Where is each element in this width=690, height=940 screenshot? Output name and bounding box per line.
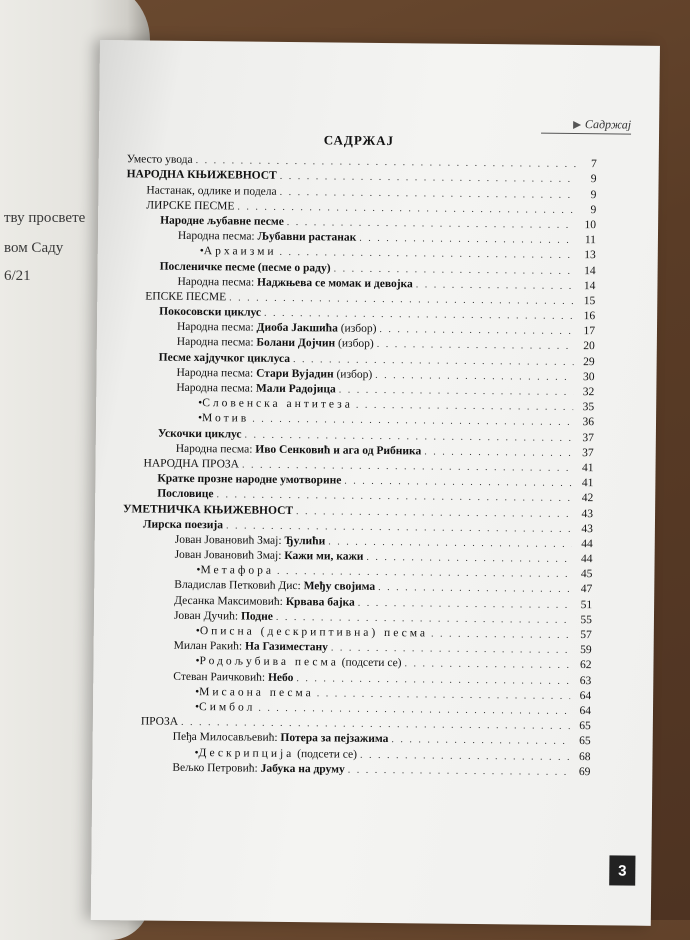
- bullet-icon: •: [197, 412, 203, 425]
- toc-entry-prefix: Народна песма:: [176, 321, 257, 334]
- toc-entry-title: [174, 610, 276, 623]
- toc-page-number: 20: [583, 340, 595, 353]
- toc-entry-suffix: (избор): [335, 337, 374, 351]
- toc-page-number: 15: [583, 294, 596, 308]
- toc-entry-text: Међу својима: [303, 580, 376, 594]
- toc-page-number: 14: [584, 264, 596, 277]
- toc-entry-text: ЕПСКЕ ПЕСМЕ: [145, 290, 227, 304]
- toc-page-number: 37: [582, 431, 594, 444]
- toc-entry-text: Мали Радојица: [255, 382, 336, 396]
- toc-entry-title: [159, 306, 264, 319]
- toc-page-number: 64: [579, 704, 592, 718]
- toc-page-number: 42: [581, 492, 594, 505]
- toc-page-number: 35: [582, 401, 595, 414]
- toc-entry-prefix: Владислав Петковић Дис:: [174, 579, 304, 593]
- toc-page-number: 16: [583, 310, 596, 323]
- toc-entry-suffix: (избор): [333, 368, 373, 381]
- toc-entry-text: Архаизми: [203, 245, 277, 259]
- toc-entry-text: Пословице: [157, 487, 214, 501]
- bullet-icon: •: [196, 564, 201, 577]
- toc-entry-text: Љубавни растанак: [257, 230, 357, 244]
- toc-page-number: 68: [578, 750, 591, 763]
- left-page-text-1: тву просвете: [4, 210, 86, 226]
- toc-entry-text: Потера за пејзажима: [280, 732, 389, 746]
- toc-page-number: 47: [580, 583, 593, 596]
- toc-entry-title: [127, 153, 196, 166]
- book-page: [91, 40, 660, 926]
- toc-entry-title: [198, 412, 252, 425]
- toc-entry-suffix: (избор): [337, 322, 377, 336]
- toc-entry-text: Описна (дескриптивна) песма: [199, 625, 429, 640]
- toc-entry-text: Метафора: [200, 564, 275, 578]
- toc-page-number: 41: [581, 462, 594, 475]
- page-number: 3: [609, 855, 635, 885]
- toc-entry-title: [145, 290, 229, 303]
- section-header: [573, 117, 631, 133]
- toc-entry-text: Народне љубавне песме: [160, 214, 284, 228]
- toc-page-number: 59: [580, 644, 592, 657]
- toc-entry-suffix: (подсети се): [338, 656, 402, 670]
- toc-entry-text: Крвава бајка: [285, 595, 355, 609]
- page-title: САДРЖАЈ: [323, 132, 395, 149]
- toc-entry-text: Иво Сенковић и ага од Рибника: [255, 443, 422, 458]
- toc-entry-text: Мисаона песма: [199, 685, 314, 700]
- toc-page-number: 13: [584, 249, 596, 262]
- toc-entry-prefix: Јован Дучић:: [173, 609, 242, 623]
- toc-entry-text: НАРОДНА ПРОЗА: [143, 457, 240, 471]
- toc-entry-text: Уместо увода: [126, 153, 193, 167]
- toc-entry-text: Подне: [240, 610, 273, 623]
- toc-page-number: 29: [583, 355, 595, 368]
- toc-page-number: 43: [581, 522, 593, 535]
- toc-page-number: 37: [582, 446, 594, 459]
- toc-entry-prefix: Народна песма:: [177, 275, 258, 289]
- toc-entry-prefix: Народна песма:: [176, 381, 257, 395]
- table-of-contents: [120, 150, 596, 778]
- toc-entry-text: УМЕТНИЧКА КЊИЖЕВНОСТ: [123, 502, 294, 517]
- toc-page-number: 14: [583, 279, 596, 292]
- toc-entry-text: Дескрипција: [198, 746, 295, 760]
- toc-page-number: 64: [579, 689, 592, 702]
- toc-entry-suffix: (подсети се): [294, 747, 358, 761]
- toc-entry-prefix: Народна песма:: [176, 336, 257, 350]
- toc-entry-text: Ђулићи: [284, 534, 326, 548]
- toc-page-number: 10: [584, 219, 597, 232]
- toc-entry-text: Посленичке песме (песме о раду): [159, 260, 331, 274]
- toc-entry-text: Диоба Јакшића: [256, 321, 338, 335]
- toc-entry-text: Настанак, одлике и подела: [146, 184, 277, 198]
- toc-page-number: 65: [579, 735, 591, 748]
- toc-entry-prefix: Пеђа Милосављевић:: [172, 731, 281, 745]
- toc-entry-prefix: Милан Ракић:: [173, 639, 246, 653]
- toc-entry-text: Болани Дојчин: [256, 337, 336, 350]
- toc-page-number: 63: [579, 674, 592, 687]
- toc-page-number: 65: [579, 720, 591, 733]
- toc-page-number: 30: [582, 370, 595, 384]
- toc-page-number: 43: [581, 507, 594, 520]
- toc-entry-text: Кратке прозне народне умотворине: [157, 472, 342, 487]
- toc-entry-text: Родољубива песма: [199, 655, 339, 669]
- toc-entry-prefix: Народна песма:: [175, 442, 256, 456]
- toc-entry-title: [144, 457, 243, 470]
- toc-page-number: 55: [580, 613, 593, 626]
- toc-entry-text: ЛИРСКЕ ПЕСМЕ: [146, 199, 235, 213]
- toc-entry-title: [141, 716, 181, 728]
- toc-page-number: 45: [580, 568, 593, 581]
- toc-page-number: 11: [584, 234, 596, 247]
- toc-entry-text: Небо: [267, 671, 294, 684]
- toc-entry-title: [146, 199, 237, 212]
- toc-page-number: 17: [583, 325, 596, 338]
- toc-entry-text: Покосовски циклус: [159, 305, 262, 319]
- toc-entry-title: [157, 488, 216, 501]
- toc-page-number: 57: [580, 629, 592, 642]
- toc-entry-text: Словенска антитеза: [202, 397, 353, 411]
- toc-entry-prefix: Народна песма:: [176, 366, 257, 380]
- toc-entry-prefix: Народна песма:: [177, 229, 258, 243]
- toc-entry-text: Ускочки циклус: [157, 427, 242, 441]
- bullet-icon: •: [195, 685, 200, 698]
- toc-page-number: 51: [580, 598, 593, 611]
- bullet-icon: •: [195, 625, 200, 638]
- toc-entry-title: [196, 564, 277, 577]
- toc-entry-prefix: Јован Јовановић Змај:: [174, 533, 285, 547]
- section-tag: Садржај: [584, 117, 632, 132]
- dot-leader: [348, 764, 570, 777]
- toc-page-number: 69: [578, 765, 591, 778]
- toc-entry-title: [195, 701, 258, 714]
- toc-page-number: 32: [582, 386, 595, 399]
- toc-page-number: 9: [590, 203, 597, 216]
- toc-entry-title: [158, 427, 245, 440]
- toc-page-number: 9: [590, 173, 597, 186]
- toc-page-number: 44: [581, 553, 593, 566]
- toc-entry-text: Песме хајдучког циклуса: [158, 351, 291, 365]
- toc-page-number: 41: [581, 477, 594, 490]
- toc-page-number: 62: [579, 659, 592, 672]
- bullet-icon: •: [198, 397, 203, 410]
- toc-page-number: 7: [590, 158, 597, 171]
- bullet-icon: •: [194, 746, 199, 759]
- toc-entry-text: ПРОЗА: [140, 715, 179, 728]
- toc-entry-text: Наджњева се момак и девојка: [257, 276, 413, 290]
- left-page-text-3: 6/21: [4, 268, 31, 284]
- bullet-icon: •: [194, 700, 200, 714]
- toc-entry-text: НАРОДНА КЊИЖЕВНОСТ: [126, 168, 277, 183]
- toc-page-number: 9: [590, 188, 597, 201]
- toc-entry-prefix: Вељко Петровић:: [172, 761, 261, 775]
- bullet-icon: •: [199, 245, 204, 258]
- toc-entry-title: [172, 761, 348, 775]
- toc-entry-prefix: Десанка Максимовић:: [174, 594, 286, 608]
- toc-entry-text: Симбол: [198, 701, 256, 714]
- toc-entry-prefix: Стеван Раичковић:: [173, 670, 269, 684]
- toc-entry-text: Стари Вујадин: [256, 367, 334, 381]
- toc-entry-title: [200, 245, 280, 258]
- toc-entry-text: На Газиместану: [244, 640, 329, 654]
- toc-page-number: 36: [582, 416, 595, 429]
- bullet-icon: •: [195, 655, 200, 668]
- toc-entry-prefix: Јован Јовановић Змај:: [174, 548, 285, 563]
- toc-entry-text: Јабука на друму: [260, 762, 345, 776]
- toc-entry-text: Мотив: [202, 412, 250, 425]
- toc-page-number: 44: [581, 537, 593, 551]
- triangle-icon: [573, 121, 581, 129]
- toc-entry-text: Лирска поезија: [142, 518, 224, 532]
- toc-entry-title: [143, 518, 226, 531]
- left-page-text-2: вом Саду: [4, 240, 64, 256]
- toc-entry-text: Кажи ми, кажи: [284, 550, 364, 563]
